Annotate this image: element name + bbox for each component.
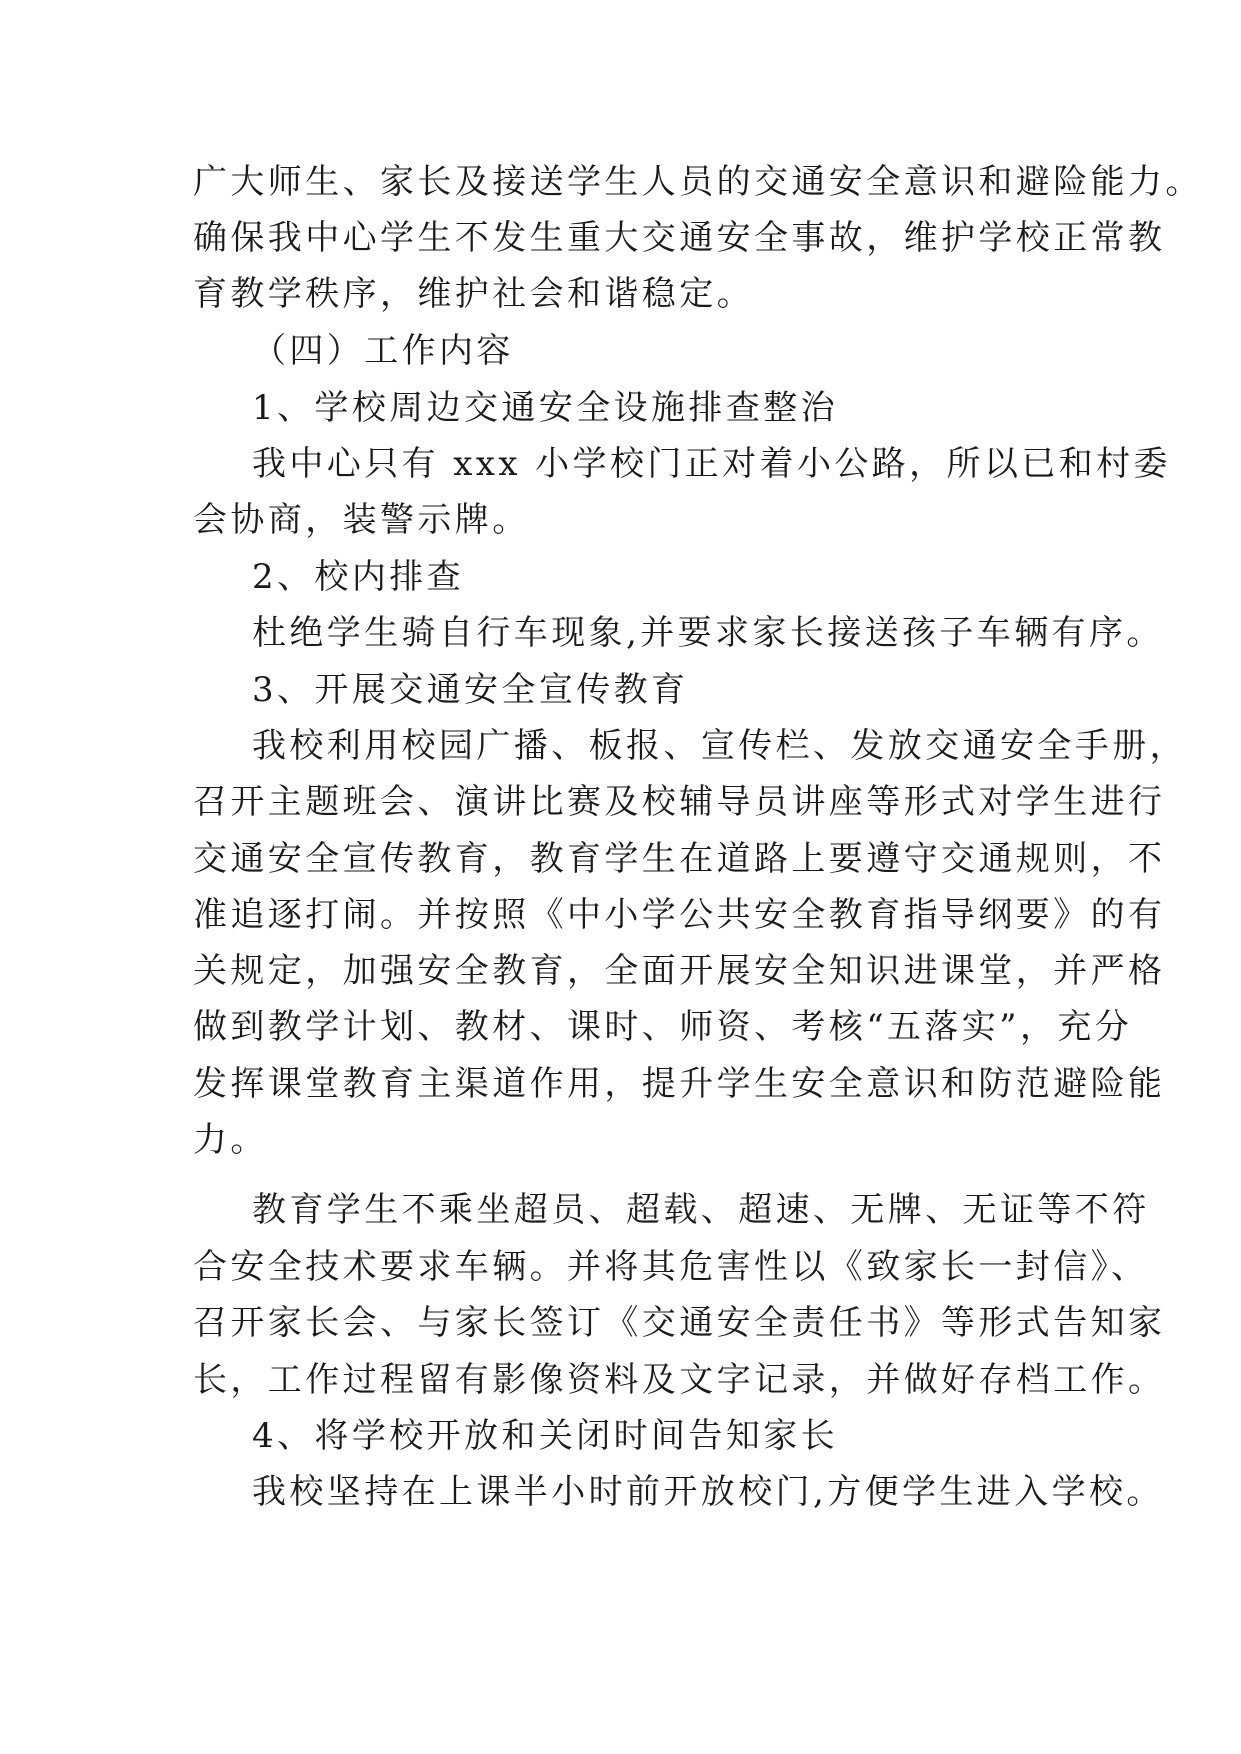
- text-line-24: 我校坚持在上课半小时前开放校门,方便学生进入学校。: [252, 1472, 1164, 1512]
- text-line-7: 会协商，装警示牌。: [193, 500, 530, 540]
- text-line-17: 发挥课堂教育主渠道作用，提升学生安全意识和防范避险能: [193, 1064, 1166, 1104]
- text-line-15: 关规定，加强安全教育，全面开展安全知识进课堂，并严格: [193, 951, 1166, 991]
- subheading-1: 1、学校周边交通安全设施排查整治: [252, 388, 839, 428]
- subheading-2: 2、校内排查: [252, 557, 465, 597]
- text-line-2: 确保我中心学生不发生重大交通安全事故，维护学校正常教: [193, 218, 1166, 258]
- text-line-13: 交通安全宣传教育，教育学生在道路上要遵守交通规则，不: [193, 839, 1166, 879]
- text-line-1: 广大师生、家长及接送学生人员的交通安全意识和避险能力。: [193, 162, 1203, 202]
- subheading-3: 3、开展交通安全宣传教育: [252, 670, 689, 710]
- text-line-22: 长，工作过程留有影像资料及文字记录，并做好存档工作。: [193, 1360, 1166, 1400]
- text-line-21: 召开家长会、与家长签订《交通安全责任书》等形式告知家: [193, 1303, 1166, 1343]
- text-line-6: 我中心只有 xxx 小学校门正对着小公路，所以已和村委: [252, 444, 1171, 484]
- section-heading-4: （四）工作内容: [252, 331, 514, 371]
- text-line-19: 教育学生不乘坐超员、超载、超速、无牌、无证等不符: [252, 1190, 1150, 1230]
- text-line-11: 我校利用校园广播、板报、宣传栏、发放交通安全手册，: [252, 726, 1187, 766]
- text-line-12: 召开主题班会、演讲比赛及校辅导员讲座等形式对学生进行: [193, 782, 1166, 822]
- text-line-16: 做到教学计划、教材、课时、师资、考核“五落实”，充分: [193, 1007, 1133, 1047]
- subheading-4: 4、将学校开放和关闭时间告知家长: [252, 1416, 839, 1456]
- text-line-3: 育教学秩序，维护社会和谐稳定。: [193, 274, 754, 314]
- text-line-18: 力。: [193, 1120, 268, 1160]
- text-line-9: 杜绝学生骑自行车现象,并要求家长接送孩子车辆有序。: [252, 613, 1164, 653]
- text-line-20: 合安全技术要求车辆。并将其危害性以《致家长一封信》、: [193, 1247, 1149, 1287]
- text-line-14: 准追逐打闹。并按照《中小学公共安全教育指导纲要》的有: [193, 895, 1166, 935]
